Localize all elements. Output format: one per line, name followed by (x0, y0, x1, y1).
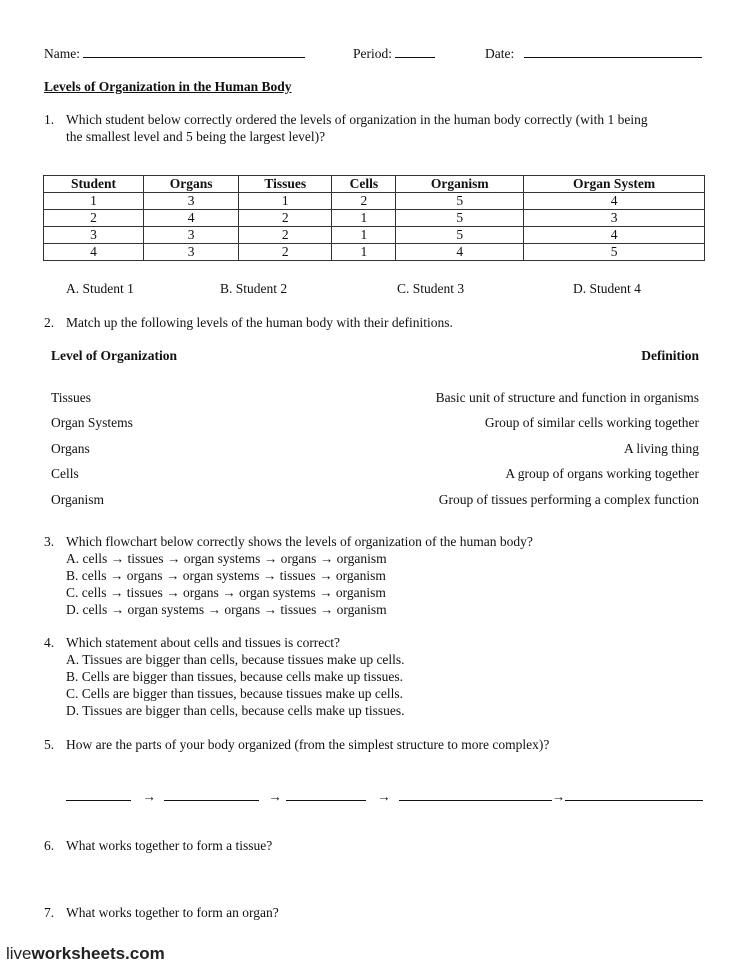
arrow-icon: → (551, 789, 566, 804)
definition-item[interactable]: Group of similar cells working together (484, 415, 699, 430)
date-label: Date: (485, 46, 515, 61)
table-cell: 3 (144, 193, 239, 210)
column-header: Tissues (239, 176, 332, 193)
logo-light: live (6, 944, 32, 963)
q4-option-b[interactable]: B. Cells are bigger than tissues, because cells make up tissues. (66, 669, 404, 684)
q6-text: What works together to form a tissue? (66, 838, 273, 853)
level-item[interactable]: Organism (51, 492, 104, 507)
q1-text-cont: the smallest level and 5 being the largest level)? (66, 129, 326, 144)
answer-blank[interactable] (565, 788, 703, 801)
period-field[interactable] (353, 45, 435, 62)
q1-option-b[interactable]: B. Student 2 (220, 281, 288, 296)
table-cell: 3 (44, 227, 144, 244)
q3-option-b[interactable]: B. cells → organs → organ systems → tissues → organism (66, 568, 386, 583)
q1-option-d[interactable]: D. Student 4 (573, 281, 641, 296)
level-item[interactable]: Tissues (51, 390, 92, 405)
table-cell: 2 (332, 193, 396, 210)
table-cell: 2 (239, 210, 332, 227)
worksheet-title: Levels of Organization in the Human Body (44, 79, 292, 94)
student-order-table (43, 175, 705, 261)
definition-item[interactable]: Basic unit of structure and function in organisms (435, 390, 699, 405)
q2-number: 2. (44, 315, 55, 330)
q1-number: 1. (44, 112, 55, 127)
table-cell: 1 (332, 210, 396, 227)
liveworksheets-logo[interactable] (6, 944, 165, 964)
answer-blank[interactable] (399, 788, 552, 801)
table-row (44, 244, 705, 261)
table-cell: 2 (239, 227, 332, 244)
answer-blank[interactable] (66, 788, 131, 801)
table-cell: 4 (396, 244, 524, 261)
q6-number: 6. (44, 838, 55, 853)
date-field[interactable] (485, 45, 702, 62)
level-item[interactable]: Organ Systems (51, 415, 133, 430)
q5-number: 5. (44, 737, 55, 752)
table-cell: 1 (44, 193, 144, 210)
table-row (44, 193, 705, 210)
q7-text: What works together to form an organ? (66, 905, 279, 920)
arrow-icon: → (377, 789, 391, 804)
column-header: Organs (144, 176, 239, 193)
q4-option-d[interactable]: D. Tissues are bigger than cells, because cells make up tissues. (66, 703, 405, 718)
q1-option-c[interactable]: C. Student 3 (397, 281, 465, 296)
period-label: Period: (353, 46, 392, 61)
q7-number: 7. (44, 905, 55, 920)
table-cell: 3 (144, 244, 239, 261)
q3-option-d[interactable]: D. cells → organ systems → organs → tissues → organism (66, 602, 387, 617)
table-cell: 1 (332, 227, 396, 244)
column-header: Student (44, 176, 144, 193)
table-header-row (44, 176, 705, 193)
table-cell: 4 (524, 227, 705, 244)
definition-item[interactable]: A group of organs working together (505, 466, 699, 481)
q3-option-a[interactable]: A. cells → tissues → organ systems → organs → organism (66, 551, 387, 566)
level-item[interactable]: Organs (51, 441, 90, 456)
name-field[interactable] (44, 45, 305, 62)
definition-item[interactable]: Group of tissues performing a complex function (438, 492, 699, 507)
answer-blank[interactable] (164, 788, 259, 801)
column-header: Organism (396, 176, 524, 193)
table-cell: 5 (396, 193, 524, 210)
q3-text: Which flowchart below correctly shows the levels of organization of the human body? (66, 534, 533, 549)
table-cell: 5 (396, 227, 524, 244)
table-cell: 4 (144, 210, 239, 227)
definition-item[interactable]: A living thing (623, 441, 699, 456)
q2-text: Match up the following levels of the human body with their definitions. (66, 315, 453, 330)
table-cell: 2 (44, 210, 144, 227)
arrow-icon: → (268, 789, 282, 804)
definition-header: Definition (641, 348, 699, 363)
level-item[interactable]: Cells (51, 466, 79, 481)
answer-blank[interactable] (286, 788, 366, 801)
q1-text: Which student below correctly ordered the levels of organization in the human body correctly (with 1 being (66, 112, 648, 127)
q1-option-a[interactable]: A. Student 1 (66, 281, 134, 296)
q4-option-c[interactable]: C. Cells are bigger than tissues, because tissues make up cells. (66, 686, 404, 701)
q4-text: Which statement about cells and tissues is correct? (66, 635, 341, 650)
table-cell: 3 (524, 210, 705, 227)
q4-number: 4. (44, 635, 55, 650)
table-cell: 1 (239, 193, 332, 210)
q3-number: 3. (44, 534, 55, 549)
q5-text: How are the parts of your body organized (from the simplest structure to more complex)? (66, 737, 550, 752)
table-cell: 2 (239, 244, 332, 261)
table-cell: 4 (44, 244, 144, 261)
q4-option-a[interactable]: A. Tissues are bigger than cells, because tissues make up cells. (66, 652, 405, 667)
arrow-icon: → (142, 789, 156, 804)
table-cell: 5 (396, 210, 524, 227)
table-row (44, 227, 705, 244)
q3-option-c[interactable]: C. cells → tissues → organs → organ systems → organism (66, 585, 386, 600)
logo-bold: worksheets.com (31, 944, 165, 963)
table-cell: 1 (332, 244, 396, 261)
table-cell: 5 (524, 244, 705, 261)
table-cell: 4 (524, 193, 705, 210)
name-label: Name: (44, 46, 80, 61)
column-header: Organ System (524, 176, 705, 193)
table-cell: 3 (144, 227, 239, 244)
column-header: Cells (332, 176, 396, 193)
level-header: Level of Organization (51, 348, 177, 363)
q5-answer-chain (66, 788, 703, 805)
table-row (44, 210, 705, 227)
